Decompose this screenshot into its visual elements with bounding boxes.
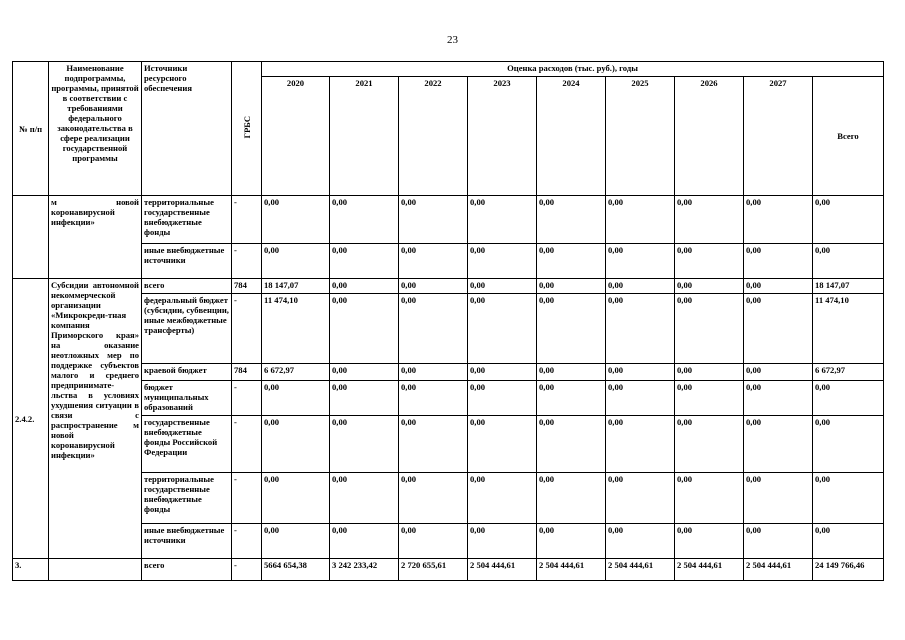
table-row: [13, 364, 884, 381]
row-value: 0,00: [468, 364, 537, 381]
header-year: 2027: [744, 77, 813, 196]
row-value: 0,00: [744, 294, 813, 364]
row-grbs: 784: [232, 279, 262, 294]
row-source: государственные внебюджетные фонды Российской Федерации: [142, 416, 232, 473]
table-row: [13, 524, 884, 559]
row-value: 0,00: [744, 524, 813, 559]
row-source: бюджет муниципальных образований: [142, 381, 232, 416]
row-total: 0,00: [813, 381, 884, 416]
row-source: краевой бюджет: [142, 364, 232, 381]
table-row: [13, 196, 884, 244]
row-value: 0,00: [330, 279, 399, 294]
table-row: [13, 416, 884, 473]
row-grbs: -: [232, 524, 262, 559]
row-value: 0,00: [744, 381, 813, 416]
row-total: 11 474,10: [813, 294, 884, 364]
row-value: 0,00: [399, 364, 468, 381]
row-value: 0,00: [330, 294, 399, 364]
row-total: 0,00: [813, 473, 884, 524]
row-name: м новой коронавирусной инфекции»: [49, 196, 142, 279]
row-value: 2 504 444,61: [468, 559, 537, 581]
row-value: 0,00: [606, 279, 675, 294]
header-name: Наименование подпрограммы, программы, принятой в соответствии с требованиями федерального законодательства в сфере реализации государственной программы: [49, 62, 142, 196]
row-source: иные внебюджетные источники: [142, 244, 232, 279]
row-value: 0,00: [399, 196, 468, 244]
row-value: 0,00: [468, 279, 537, 294]
header-year: 2022: [399, 77, 468, 196]
row-value: 0,00: [262, 524, 330, 559]
row-value: 0,00: [537, 416, 606, 473]
row-value: 0,00: [606, 473, 675, 524]
row-total: 0,00: [813, 524, 884, 559]
row-value: 2 504 444,61: [675, 559, 744, 581]
row-value: 0,00: [675, 381, 744, 416]
row-value: 0,00: [537, 196, 606, 244]
row-value: 0,00: [262, 416, 330, 473]
header-total: Всего: [813, 77, 884, 196]
table-row: [13, 244, 884, 279]
row-value: 0,00: [675, 279, 744, 294]
table-row: [13, 473, 884, 524]
row-value: 0,00: [399, 473, 468, 524]
header-year: 2023: [468, 77, 537, 196]
header-grbs-label: ГРБС: [241, 116, 252, 139]
row-value: 0,00: [399, 244, 468, 279]
row-total: 0,00: [813, 244, 884, 279]
row-value: 0,00: [262, 196, 330, 244]
row-value: 0,00: [468, 524, 537, 559]
row-name: Субсидии автономной некоммерческой организации «Микрокреди-тная компания Приморского края» на оказание неотложных мер по поддержке субъектов малого и среднего предпринимате-льства в условиях ухудшения ситуации в связи с распространение м новой коронавирусной инфекции»: [49, 279, 142, 559]
row-value: 0,00: [675, 524, 744, 559]
header-row-top: [13, 62, 884, 77]
row-value: 0,00: [606, 381, 675, 416]
row-value: 0,00: [399, 381, 468, 416]
row-value: 0,00: [675, 473, 744, 524]
row-value: 0,00: [606, 196, 675, 244]
row-value: 0,00: [399, 416, 468, 473]
row-value: 0,00: [744, 473, 813, 524]
row-value: 0,00: [330, 524, 399, 559]
row-value: 0,00: [399, 294, 468, 364]
header-year: 2024: [537, 77, 606, 196]
row-grbs: -: [232, 196, 262, 244]
row-grbs: -: [232, 244, 262, 279]
row-value: 0,00: [330, 244, 399, 279]
row-value: 0,00: [537, 244, 606, 279]
header-group: Оценка расходов (тыс. руб.), годы: [262, 62, 884, 77]
row-value: 0,00: [330, 381, 399, 416]
header-sources: Источники ресурсного обеспечения: [142, 62, 232, 196]
table-row: [13, 294, 884, 364]
row-value: 0,00: [262, 244, 330, 279]
row-value: 0,00: [399, 524, 468, 559]
header-year: 2025: [606, 77, 675, 196]
row-source: всего: [142, 559, 232, 581]
row-value: 0,00: [330, 473, 399, 524]
row-no: [13, 196, 49, 279]
row-value: 0,00: [468, 294, 537, 364]
row-value: 0,00: [606, 416, 675, 473]
row-value: 0,00: [744, 416, 813, 473]
row-grbs: -: [232, 559, 262, 581]
row-value: 0,00: [537, 279, 606, 294]
row-value: 0,00: [606, 524, 675, 559]
row-grbs: -: [232, 381, 262, 416]
row-value: 0,00: [468, 473, 537, 524]
row-source: иные внебюджетные источники: [142, 524, 232, 559]
header-no: № п/п: [13, 62, 49, 196]
row-value: 11 474,10: [262, 294, 330, 364]
row-no: 3.: [13, 559, 49, 581]
budget-table: [12, 61, 884, 581]
row-value: 0,00: [468, 244, 537, 279]
row-value: 0,00: [468, 381, 537, 416]
row-value: 0,00: [744, 364, 813, 381]
row-value: 0,00: [537, 381, 606, 416]
table-row: [13, 279, 884, 294]
table-row: [13, 381, 884, 416]
row-value: 0,00: [675, 294, 744, 364]
row-source: федеральный бюджет (субсидии, субвенции, иные межбюджетные трансферты): [142, 294, 232, 364]
row-value: 2 720 655,61: [399, 559, 468, 581]
row-value: 0,00: [675, 364, 744, 381]
row-value: 0,00: [262, 381, 330, 416]
header-grbs: [232, 62, 262, 196]
row-value: 0,00: [262, 473, 330, 524]
row-value: 0,00: [330, 416, 399, 473]
row-value: 0,00: [744, 279, 813, 294]
row-value: 2 504 444,61: [537, 559, 606, 581]
row-grbs: -: [232, 473, 262, 524]
row-value: 0,00: [606, 364, 675, 381]
row-total: 24 149 766,46: [813, 559, 884, 581]
row-value: 0,00: [675, 416, 744, 473]
row-value: 0,00: [537, 473, 606, 524]
row-no: 2.4.2.: [13, 279, 49, 559]
row-total: 18 147,07: [813, 279, 884, 294]
row-value: 0,00: [537, 294, 606, 364]
row-value: 3 242 233,42: [330, 559, 399, 581]
row-value: 0,00: [468, 416, 537, 473]
row-value: 0,00: [675, 196, 744, 244]
row-grbs: 784: [232, 364, 262, 381]
row-value: 0,00: [606, 244, 675, 279]
page-number: 23: [447, 34, 458, 46]
row-grbs: -: [232, 416, 262, 473]
table-row: [13, 559, 884, 581]
header-year: 2020: [262, 77, 330, 196]
row-total: 0,00: [813, 416, 884, 473]
row-value: 2 504 444,61: [744, 559, 813, 581]
row-value: 0,00: [537, 364, 606, 381]
row-value: 6 672,97: [262, 364, 330, 381]
row-value: 18 147,07: [262, 279, 330, 294]
row-total: 0,00: [813, 196, 884, 244]
row-value: 0,00: [606, 294, 675, 364]
row-grbs: -: [232, 294, 262, 364]
header-year: 2026: [675, 77, 744, 196]
row-name: [49, 559, 142, 581]
row-value: 0,00: [537, 524, 606, 559]
row-source: всего: [142, 279, 232, 294]
row-value: 0,00: [330, 196, 399, 244]
row-value: 0,00: [675, 244, 744, 279]
row-value: 0,00: [744, 196, 813, 244]
row-value: 0,00: [744, 244, 813, 279]
row-value: 2 504 444,61: [606, 559, 675, 581]
header-year: 2021: [330, 77, 399, 196]
row-source: территориальные государственные внебюджетные фонды: [142, 196, 232, 244]
row-value: 0,00: [330, 364, 399, 381]
row-total: 6 672,97: [813, 364, 884, 381]
row-value: 0,00: [399, 279, 468, 294]
row-source: территориальные государственные внебюджетные фонды: [142, 473, 232, 524]
row-value: 0,00: [468, 196, 537, 244]
row-value: 5664 654,38: [262, 559, 330, 581]
